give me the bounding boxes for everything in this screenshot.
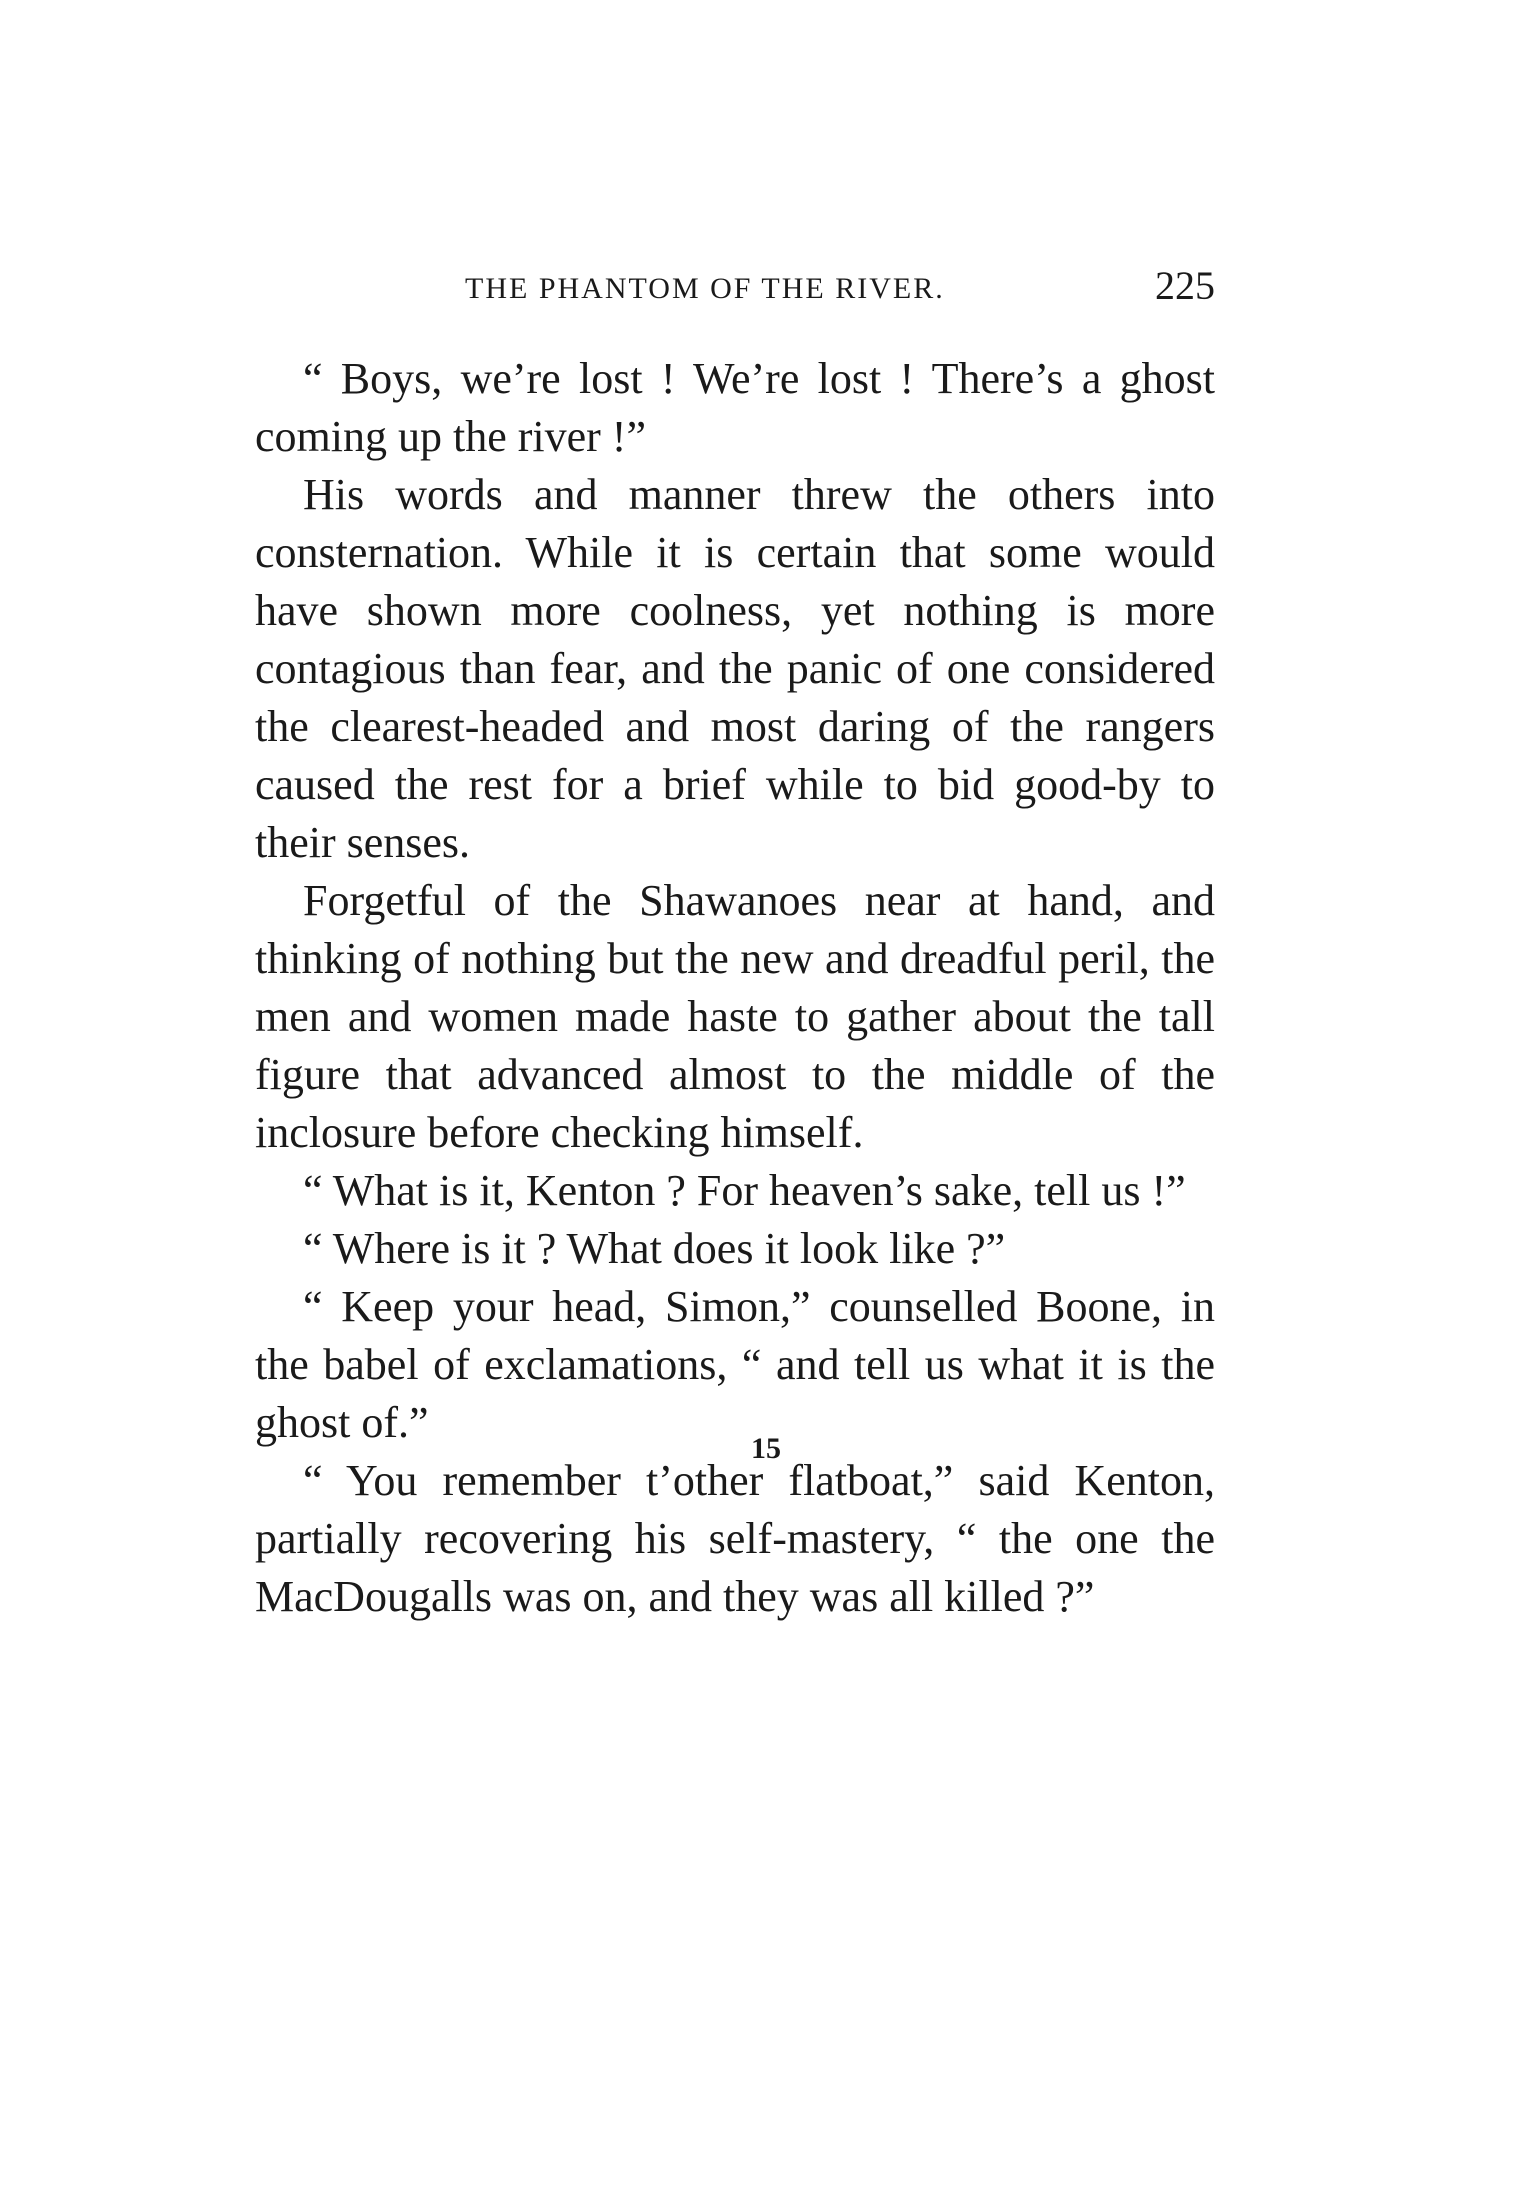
page-number: 225 <box>1155 263 1215 308</box>
paragraph: “ Where is it ? What does it look like ?” <box>303 1224 1006 1273</box>
paragraph: “ Keep your head, Simon,” counselled Boone, in the babel of exclamations, “ and tell us what it is the ghost of.” <box>255 1282 1215 1447</box>
signature-mark: 15 <box>751 1432 781 1465</box>
paragraph: “ Boys, we’re lost ! We’re lost ! There’s a ghost coming up the river !” <box>255 354 1215 461</box>
running-title: THE PHANTOM OF THE RIVER. <box>465 272 945 305</box>
paragraph: His words and manner threw the others into consternation. While it is certain that some would have shown more coolness, yet nothing is more contagious than fear, and the panic of one considered the clearest-headed and most daring of the rangers caused the rest for a brief while to bid good-by to their senses. <box>255 470 1215 867</box>
page-header <box>255 262 1215 312</box>
paragraph: Forgetful of the Shawanoes near at hand, and thinking of nothing but the new and dreadful peril, the men and women made haste to gather about the tall figure that advanced almost to the middle of the inclosure before checking himself. <box>255 876 1215 1157</box>
paragraph: “ What is it, Kenton ? For heaven’s sake, tell us !” <box>303 1166 1186 1215</box>
paragraph: “ You remember t’other flatboat,” said Kenton, partially recovering his self-mastery, “ the one the MacDougalls was on, and they was all killed ?” <box>255 1456 1215 1621</box>
